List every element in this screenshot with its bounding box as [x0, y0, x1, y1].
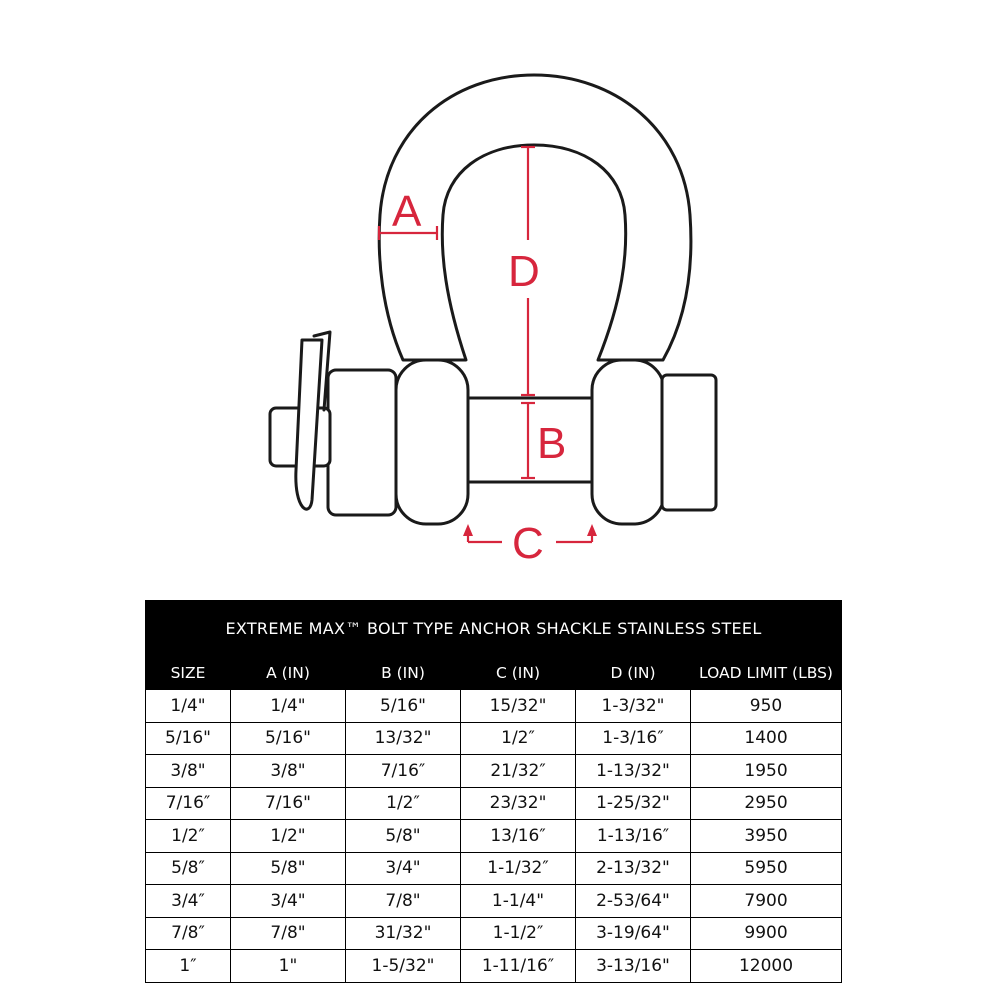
cell-a: 3/8" — [231, 755, 346, 788]
cell-b: 13/32" — [346, 722, 461, 755]
cell-a: 1" — [231, 950, 346, 983]
table-row — [146, 852, 842, 885]
header-b: B (IN) — [346, 656, 461, 690]
cell-a: 5/16" — [231, 722, 346, 755]
header-a: A (IN) — [231, 656, 346, 690]
table-row — [146, 820, 842, 853]
cell-b: 7/16″ — [346, 755, 461, 788]
header-load-limit: LOAD LIMIT (LBS) — [691, 656, 842, 690]
shackle-nut — [328, 370, 396, 515]
cell-b: 7/8" — [346, 885, 461, 918]
cell-a: 1/4" — [231, 690, 346, 723]
header-d: D (IN) — [576, 656, 691, 690]
cell-c: 13/16″ — [461, 820, 576, 853]
cell-size: 1″ — [146, 950, 231, 983]
cell-d: 1-3/16″ — [576, 722, 691, 755]
table-row — [146, 885, 842, 918]
shackle-pin — [466, 398, 596, 482]
cell-a: 1/2" — [231, 820, 346, 853]
label-b: B — [537, 419, 567, 468]
cell-c: 21/32″ — [461, 755, 576, 788]
cell-c: 23/32" — [461, 787, 576, 820]
table-title: EXTREME MAX™ BOLT TYPE ANCHOR SHACKLE STAINLESS STEEL — [146, 601, 842, 656]
cell-a: 7/8" — [231, 917, 346, 950]
bolt-head — [662, 375, 716, 510]
table-row — [146, 787, 842, 820]
right-eye — [592, 360, 664, 524]
cell-size: 5/16" — [146, 722, 231, 755]
cell-size: 7/16″ — [146, 787, 231, 820]
cotter-pin-loop — [296, 340, 322, 509]
table-body — [146, 690, 842, 983]
cell-c: 1/2″ — [461, 722, 576, 755]
cell-load-limit: 1950 — [691, 755, 842, 788]
cell-b: 3/4" — [346, 852, 461, 885]
label-c: C — [512, 519, 544, 568]
cell-d: 1-13/32" — [576, 755, 691, 788]
cell-size: 3/4″ — [146, 885, 231, 918]
cell-size: 1/2″ — [146, 820, 231, 853]
label-a: A — [392, 187, 422, 236]
left-eye — [396, 360, 468, 524]
shackle-bow — [379, 75, 691, 360]
table-row — [146, 950, 842, 983]
cell-load-limit: 12000 — [691, 950, 842, 983]
spec-table — [145, 600, 842, 983]
cell-c: 15/32" — [461, 690, 576, 723]
cell-d: 2-53/64" — [576, 885, 691, 918]
cell-load-limit: 5950 — [691, 852, 842, 885]
cell-a: 3/4" — [231, 885, 346, 918]
cell-c: 1-1/4" — [461, 885, 576, 918]
table-row — [146, 755, 842, 788]
header-size: SIZE — [146, 656, 231, 690]
table-row — [146, 690, 842, 723]
cell-load-limit: 2950 — [691, 787, 842, 820]
cell-b: 1/2″ — [346, 787, 461, 820]
cell-load-limit: 3950 — [691, 820, 842, 853]
table-row — [146, 917, 842, 950]
cell-a: 5/8" — [231, 852, 346, 885]
table-row — [146, 722, 842, 755]
cell-d: 1-25/32" — [576, 787, 691, 820]
cell-b: 5/16" — [346, 690, 461, 723]
cell-b: 31/32" — [346, 917, 461, 950]
cell-load-limit: 950 — [691, 690, 842, 723]
cell-size: 3/8" — [146, 755, 231, 788]
cell-a: 7/16" — [231, 787, 346, 820]
cell-size: 5/8″ — [146, 852, 231, 885]
cell-load-limit: 1400 — [691, 722, 842, 755]
cell-c: 1-11/16″ — [461, 950, 576, 983]
cell-b: 1-5/32" — [346, 950, 461, 983]
cell-c: 1-1/2″ — [461, 917, 576, 950]
cell-d: 1-3/32" — [576, 690, 691, 723]
label-d: D — [508, 247, 540, 296]
cell-size: 1/4" — [146, 690, 231, 723]
cell-d: 1-13/16″ — [576, 820, 691, 853]
cell-load-limit: 7900 — [691, 885, 842, 918]
cell-c: 1-1/32″ — [461, 852, 576, 885]
cell-size: 7/8″ — [146, 917, 231, 950]
header-c: C (IN) — [461, 656, 576, 690]
cell-d: 3-13/16" — [576, 950, 691, 983]
cell-d: 2-13/32" — [576, 852, 691, 885]
cell-d: 3-19/64" — [576, 917, 691, 950]
cell-b: 5/8" — [346, 820, 461, 853]
cell-load-limit: 9900 — [691, 917, 842, 950]
